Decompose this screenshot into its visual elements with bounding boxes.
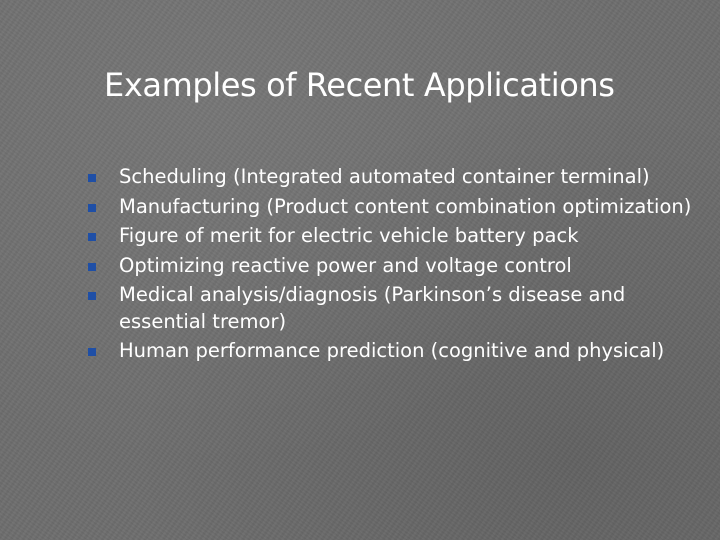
slide-title: Examples of Recent Applications (104, 66, 615, 104)
bullet-text: Optimizing reactive power and voltage control (119, 253, 572, 277)
bullet-item (88, 223, 694, 250)
bullet-text: Scheduling (Integrated automated container terminal) (119, 165, 650, 188)
square-bullet-icon (88, 292, 96, 300)
bullet-text: Human performance prediction (cognitive and physical) (119, 339, 665, 362)
bullet-item (88, 338, 694, 365)
square-bullet-icon (88, 348, 96, 356)
bullet-text: Medical analysis/diagnosis (Parkinson’s disease and essential tremor) (119, 283, 626, 333)
bullet-list (88, 164, 694, 368)
bullet-item (88, 282, 694, 335)
bullet-item (88, 194, 694, 221)
bullet-item (88, 164, 694, 191)
square-bullet-icon (88, 204, 96, 212)
bullet-item (88, 253, 694, 280)
square-bullet-icon (88, 233, 96, 241)
bullet-text: Figure of merit for electric vehicle battery pack (119, 224, 579, 247)
square-bullet-icon (88, 174, 96, 182)
square-bullet-icon (88, 263, 96, 271)
bullet-text: Manufacturing (Product content combination optimization) (119, 194, 692, 218)
